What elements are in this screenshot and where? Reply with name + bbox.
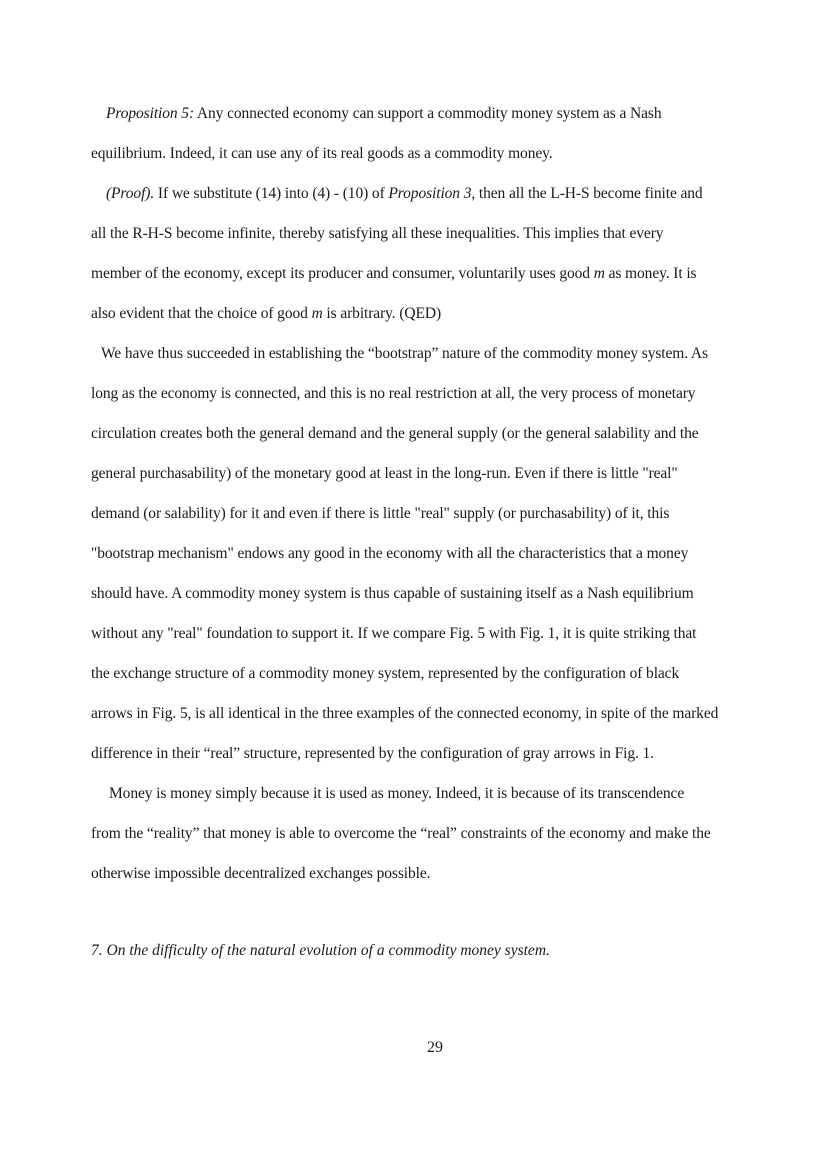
- proof-label: (Proof).: [106, 185, 155, 202]
- bootstrap-line-11: difference in their “real” structure, represented by the configuration of gray arrows in Fig. 1.: [91, 745, 654, 762]
- bootstrap-line-9: the exchange structure of a commodity money system, represented by the configuration of black: [91, 665, 680, 682]
- proof-line-4: also evident that the choice of good m is arbitrary. (QED): [91, 305, 442, 322]
- section-heading: 7. On the difficulty of the natural evolution of a commodity money system.: [91, 942, 550, 959]
- proposition-5-label: Proposition 5:: [106, 105, 195, 122]
- proposition-5-line-2: equilibrium. Indeed, it can use any of its real goods as a commodity money.: [91, 145, 553, 162]
- bootstrap-line-5: demand (or salability) for it and even if there is little "real" supply (or purchasability) of it, this: [91, 505, 670, 522]
- bootstrap-line-2: long as the economy is connected, and this is no real restriction at all, the very process of monetary: [91, 385, 696, 402]
- page-number: 29: [427, 1039, 443, 1056]
- bootstrap-line-1: We have thus succeeded in establishing the “bootstrap” nature of the commodity money system. As: [101, 345, 708, 362]
- bootstrap-line-6: "bootstrap mechanism" endows any good in the economy with all the characteristics that a money: [91, 545, 689, 562]
- proposition-5-line-1: Proposition 5: Any connected economy can support a commodity money system as a Nash: [106, 105, 662, 122]
- proof-line-2: all the R-H-S become infinite, thereby satisfying all these inequalities. This implies that every: [91, 225, 664, 242]
- money-line-1: Money is money simply because it is used as money. Indeed, it is because of its transcendence: [109, 785, 685, 802]
- bootstrap-line-3: circulation creates both the general demand and the general supply (or the general salability and the: [91, 425, 699, 442]
- money-line-2: from the “reality” that money is able to overcome the “real” constraints of the economy and make the: [91, 825, 711, 842]
- proof-line-3: member of the economy, except its producer and consumer, voluntarily uses good m as money. It is: [91, 265, 697, 282]
- bootstrap-line-7: should have. A commodity money system is thus capable of sustaining itself as a Nash equilibrium: [91, 585, 694, 602]
- proof-line-1: (Proof). If we substitute (14) into (4) - (10) of Proposition 3, then all the L-H-S become finite and: [106, 185, 703, 202]
- bootstrap-line-10: arrows in Fig. 5, is all identical in the three examples of the connected economy, in spite of the marked: [91, 705, 719, 722]
- bootstrap-line-8: without any "real" foundation to support it. If we compare Fig. 5 with Fig. 1, it is quite striking that: [91, 625, 697, 642]
- money-line-3: otherwise impossible decentralized exchanges possible.: [91, 865, 431, 882]
- bootstrap-line-4: general purchasability) of the monetary good at least in the long-run. Even if there is little "real": [91, 465, 678, 482]
